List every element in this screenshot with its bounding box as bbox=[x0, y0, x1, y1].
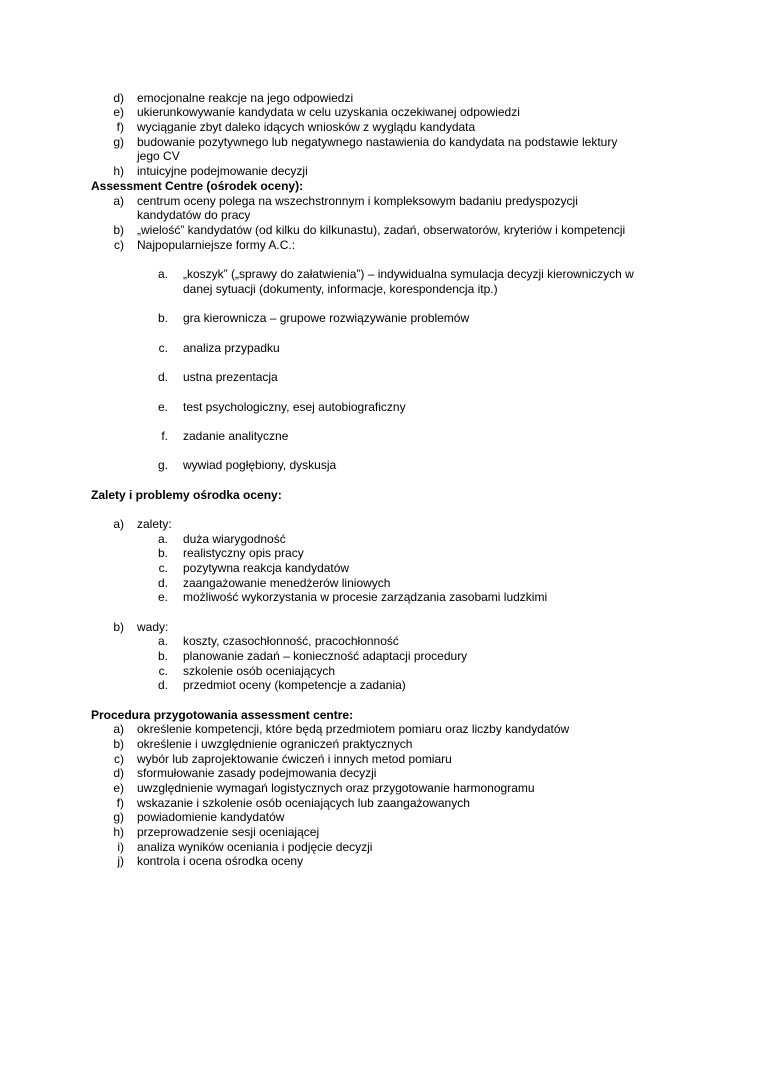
list-marker: a) bbox=[113, 517, 124, 531]
list-text: zaangażowanie menedżerów liniowych bbox=[183, 576, 391, 590]
list-marker: f) bbox=[116, 120, 124, 134]
list-marker: b. bbox=[157, 311, 168, 325]
list-text: ustna prezentacja bbox=[183, 370, 278, 384]
list-marker: c. bbox=[158, 561, 168, 575]
list-marker: d. bbox=[157, 678, 168, 692]
list-marker: e) bbox=[113, 781, 124, 795]
list-marker: c. bbox=[158, 664, 168, 678]
list-text: danej sytuacji (dokumenty, informacje, korespondencja itp.) bbox=[183, 282, 498, 296]
list-marker: b) bbox=[113, 737, 124, 751]
list-text: wskazanie i szkolenie osób oceniających lub zaangażowanych bbox=[137, 796, 470, 810]
list-text: zalety: bbox=[137, 517, 172, 531]
list-marker: a. bbox=[157, 532, 168, 546]
list-marker: g. bbox=[157, 458, 168, 472]
list-text: centrum oceny polega na wszechstronnym i kompleksowym badaniu predyspozycji bbox=[137, 194, 578, 208]
list-text: analiza przypadku bbox=[183, 341, 280, 355]
list-text: analiza wyników oceniania i podjęcie decyzji bbox=[137, 840, 373, 854]
list-marker: g) bbox=[113, 135, 124, 149]
list-marker: b) bbox=[113, 223, 124, 237]
list-text: intuicyjne podejmowanie decyzji bbox=[137, 164, 308, 178]
list-text: możliwość wykorzystania w procesie zarządzania zasobami ludzkimi bbox=[183, 590, 548, 604]
list-marker: b. bbox=[157, 649, 168, 663]
list-marker: b. bbox=[157, 546, 168, 560]
list-text: kandydatów do pracy bbox=[137, 208, 251, 222]
list-marker: h) bbox=[113, 164, 124, 178]
list-marker: c) bbox=[114, 238, 124, 252]
list-text: określenie kompetencji, które będą przedmiotem pomiaru oraz liczby kandydatów bbox=[137, 722, 570, 736]
list-text: jego CV bbox=[137, 149, 180, 163]
section-heading: Procedura przygotowania assessment centre: bbox=[91, 708, 354, 722]
section-heading: Assessment Centre (ośrodek oceny): bbox=[91, 179, 304, 193]
list-marker: j) bbox=[117, 854, 124, 868]
list-marker: f. bbox=[161, 429, 168, 443]
list-marker: e. bbox=[157, 590, 168, 604]
list-marker: a) bbox=[113, 722, 124, 736]
list-marker: e. bbox=[157, 400, 168, 414]
list-text: uwzględnienie wymagań logistycznych oraz przygotowanie harmonogramu bbox=[137, 781, 535, 795]
list-marker: e) bbox=[113, 105, 124, 119]
list-text: przeprowadzenie sesji oceniającej bbox=[137, 825, 320, 839]
list-marker: d) bbox=[113, 766, 124, 780]
list-text: test psychologiczny, esej autobiograficzny bbox=[183, 400, 406, 414]
list-text: gra kierownicza – grupowe rozwiązywanie problemów bbox=[183, 311, 470, 325]
list-text: „koszyk” („sprawy do załatwienia”) – indywidualna symulacja decyzji kierowniczych w bbox=[183, 267, 634, 281]
list-marker: a. bbox=[157, 267, 168, 281]
section-heading: Zalety i problemy ośrodka oceny: bbox=[91, 488, 282, 502]
list-marker: i) bbox=[117, 840, 124, 854]
list-text: określenie i uwzględnienie ograniczeń praktycznych bbox=[137, 737, 413, 751]
list-text: duża wiarygodność bbox=[183, 532, 286, 546]
list-marker: c. bbox=[158, 341, 168, 355]
list-marker: h) bbox=[113, 825, 124, 839]
list-text: sformułowanie zasady podejmowania decyzji bbox=[137, 766, 377, 780]
list-marker: a) bbox=[113, 194, 124, 208]
list-marker: d. bbox=[157, 576, 168, 590]
list-marker: d) bbox=[113, 91, 124, 105]
list-text: powiadomienie kandydatów bbox=[137, 810, 285, 824]
list-text: ukierunkowywanie kandydata w celu uzyskania oczekiwanej odpowiedzi bbox=[137, 105, 520, 119]
list-text: szkolenie osób oceniających bbox=[183, 664, 336, 678]
list-marker: g) bbox=[113, 810, 124, 824]
list-marker: f) bbox=[116, 796, 124, 810]
list-text: koszty, czasochłonność, pracochłonność bbox=[183, 634, 399, 648]
list-text: wyciąganie zbyt daleko idących wniosków z wyglądu kandydata bbox=[137, 120, 476, 134]
list-marker: d. bbox=[157, 370, 168, 384]
list-marker: c) bbox=[114, 752, 124, 766]
list-marker: b) bbox=[113, 620, 124, 634]
list-text: wywiad pogłębiony, dyskusja bbox=[183, 458, 337, 472]
list-text: wybór lub zaprojektowanie ćwiczeń i innych metod pomiaru bbox=[137, 752, 452, 766]
list-text: wady: bbox=[137, 620, 169, 634]
list-text: Najpopularniejsze formy A.C.: bbox=[137, 238, 296, 252]
list-marker: a. bbox=[157, 634, 168, 648]
list-text: „wielość” kandydatów (od kilku do kilkunastu), zadań, obserwatorów, kryteriów i kompetencji bbox=[137, 223, 626, 237]
list-text: kontrola i ocena ośrodka oceny bbox=[137, 854, 304, 868]
list-text: budowanie pozytywnego lub negatywnego nastawienia do kandydata na podstawie lektury bbox=[137, 135, 618, 149]
list-text: zadanie analityczne bbox=[183, 429, 289, 443]
list-text: realistyczny opis pracy bbox=[183, 546, 304, 560]
list-text: planowanie zadań – konieczność adaptacji procedury bbox=[183, 649, 468, 663]
list-text: przedmiot oceny (kompetencje a zadania) bbox=[183, 678, 406, 692]
list-text: pozytywna reakcja kandydatów bbox=[183, 561, 350, 575]
list-text: emocjonalne reakcje na jego odpowiedzi bbox=[137, 91, 354, 105]
